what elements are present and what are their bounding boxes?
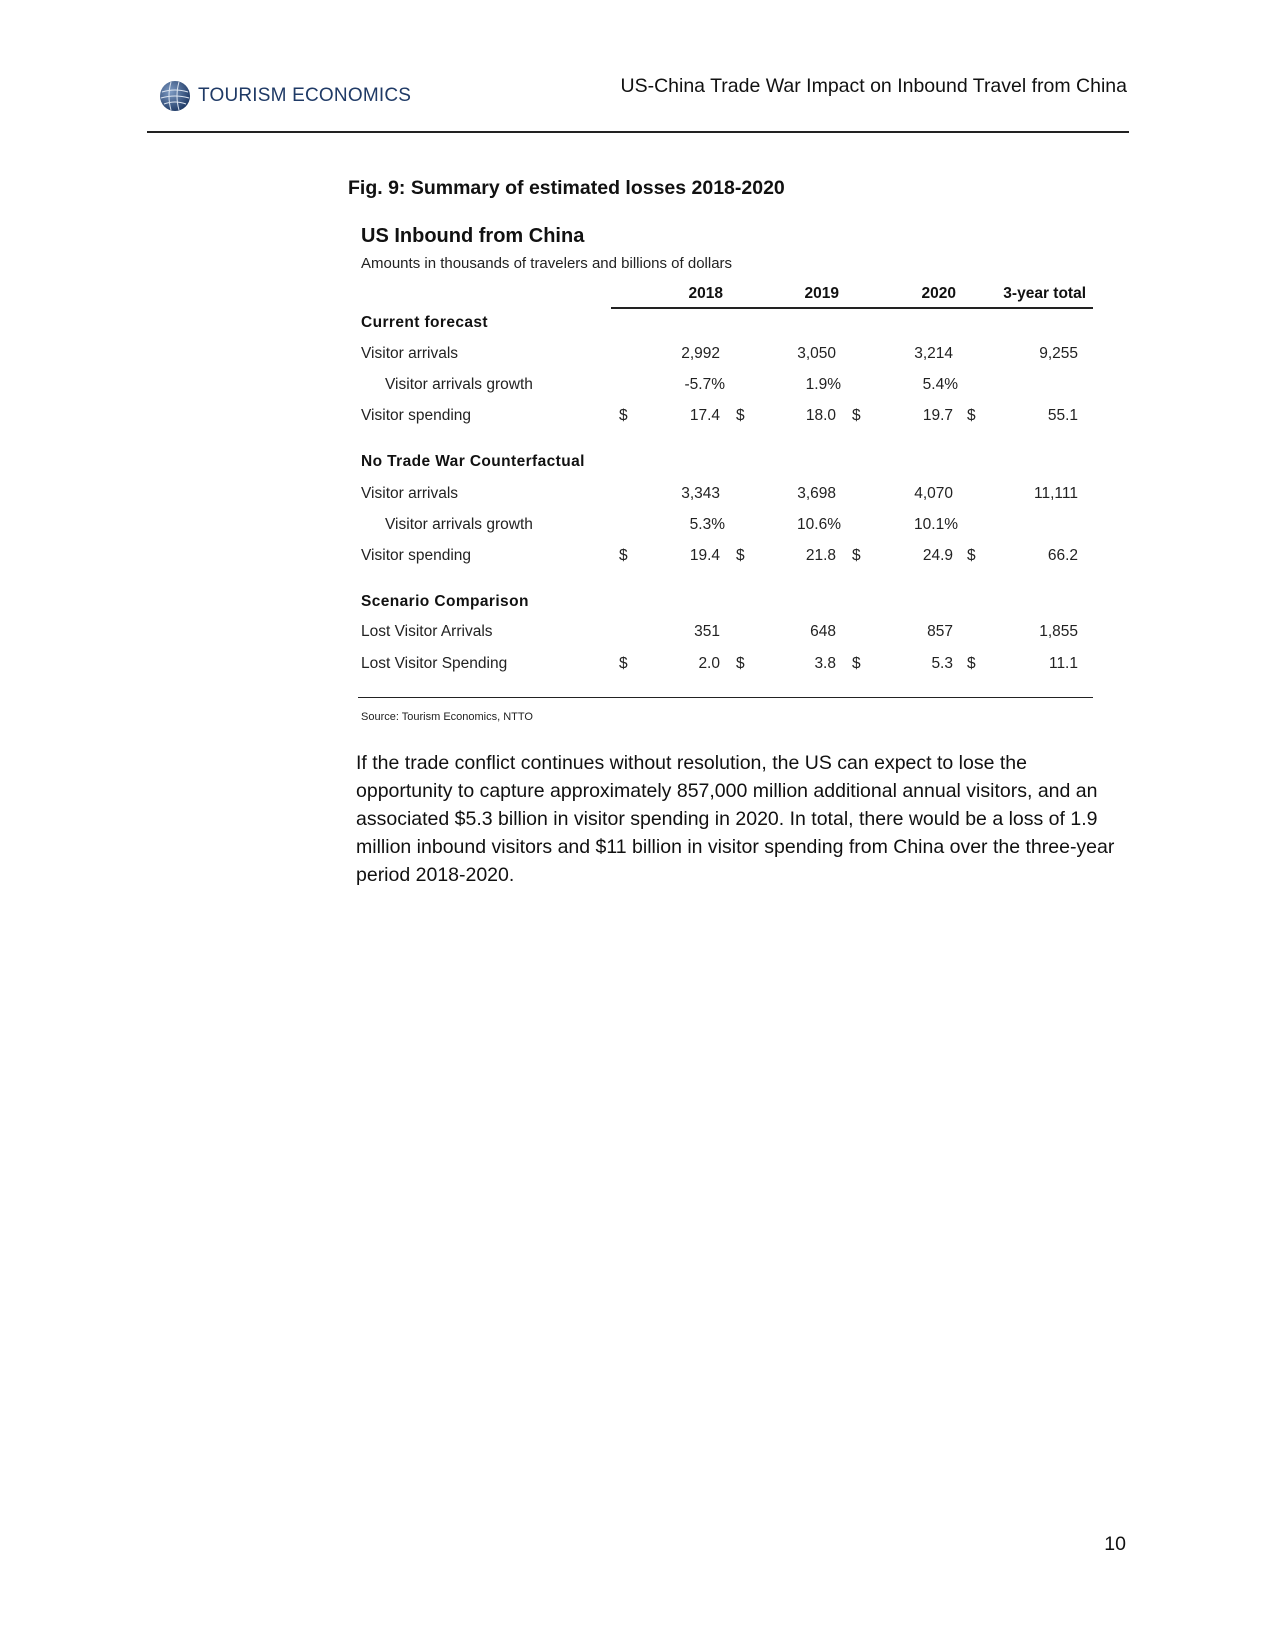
globe-icon <box>158 79 192 113</box>
table-cell: 5.3% <box>689 516 725 533</box>
dollar-sign: $ <box>736 407 745 424</box>
table-cell: 21.8 <box>805 547 836 564</box>
table-cell: 18.0 <box>805 407 836 424</box>
page-number: 10 <box>1104 1533 1126 1555</box>
dollar-sign: $ <box>852 655 861 672</box>
table-cell: 17.4 <box>689 407 720 424</box>
table-bottom-rule <box>358 697 1093 698</box>
dollar-sign: $ <box>852 407 861 424</box>
dollar-sign: $ <box>967 407 976 424</box>
table-cell: 19.4 <box>689 547 720 564</box>
table-cell: 857 <box>927 623 953 640</box>
table-cell: 19.7 <box>922 407 953 424</box>
tourism-economics-logo <box>158 79 411 113</box>
table-cell: 66.2 <box>1047 547 1078 564</box>
table-cell: 24.9 <box>922 547 953 564</box>
section-heading: Scenario Comparison <box>361 593 529 610</box>
table-subtitle: Amounts in thousands of travelers and billions of dollars <box>361 255 733 272</box>
running-header-title: US-China Trade War Impact on Inbound Travel from China <box>620 75 1127 97</box>
dollar-sign: $ <box>736 655 745 672</box>
section-heading: No Trade War Counterfactual <box>361 453 585 470</box>
column-header: 3-year total <box>1003 285 1086 302</box>
table-cell: 3,698 <box>797 485 836 502</box>
table-cell: 3,214 <box>914 345 953 362</box>
table-cell: 351 <box>694 623 720 640</box>
table-cell: 2.0 <box>698 655 720 672</box>
table-cell: 9,255 <box>1039 345 1078 362</box>
table-cell: 5.4% <box>922 376 958 393</box>
column-header: 2019 <box>804 285 839 302</box>
table-cell: 4,070 <box>914 485 953 502</box>
dollar-sign: $ <box>619 547 628 564</box>
table-cell: 10.1% <box>914 516 958 533</box>
dollar-sign: $ <box>619 407 628 424</box>
row-label: Visitor spending <box>361 407 472 424</box>
column-header: 2018 <box>688 285 723 302</box>
table-cell: 5.3 <box>931 655 953 672</box>
figure-title: Fig. 9: Summary of estimated losses 2018-2020 <box>348 177 785 199</box>
table-cell: -5.7% <box>684 376 725 393</box>
table-cell: 2,992 <box>681 345 720 362</box>
row-label: Visitor arrivals <box>361 485 459 502</box>
column-header: 2020 <box>921 285 956 302</box>
row-label: Visitor spending <box>361 547 472 564</box>
row-label: Visitor arrivals growth <box>385 516 533 533</box>
body-paragraph: If the trade conflict continues without resolution, the US can expect to lose the opportunity to capture approximately 857,000 million additional annual visitors, and an associated $5.3 billion in visitor spending in 2020. In total, there would be a loss of 1.9 million inbound visitors and $11 billion in visitor spending from China over the three-year period 2018-2020. <box>356 752 1115 886</box>
dollar-sign: $ <box>967 655 976 672</box>
table-cell: 1,855 <box>1039 623 1078 640</box>
row-label: Lost Visitor Arrivals <box>361 623 493 640</box>
table-source: Source: Tourism Economics, NTTO <box>361 711 533 723</box>
table-cell: 11,111 <box>1034 485 1078 502</box>
row-label: Visitor arrivals <box>361 345 459 362</box>
dollar-sign: $ <box>736 547 745 564</box>
table-cell: 55.1 <box>1047 407 1078 424</box>
table-cell: 3,050 <box>797 345 836 362</box>
header-divider <box>147 131 1129 133</box>
table-cell: 11.1 <box>1048 655 1078 672</box>
table-cell: 1.9% <box>805 376 841 393</box>
table-cell: 10.6% <box>797 516 841 533</box>
row-label: Visitor arrivals growth <box>385 376 533 393</box>
table-title: US Inbound from China <box>361 225 585 247</box>
header-underline <box>611 307 1093 309</box>
table-cell: 3.8 <box>814 655 836 672</box>
dollar-sign: $ <box>967 547 976 564</box>
row-label: Lost Visitor Spending <box>361 655 508 672</box>
dollar-sign: $ <box>619 655 628 672</box>
logo-text: TOURISM ECONOMICS <box>198 85 412 106</box>
table-cell: 648 <box>810 623 836 640</box>
dollar-sign: $ <box>852 547 861 564</box>
table-cell: 3,343 <box>681 485 720 502</box>
section-heading: Current forecast <box>361 314 488 331</box>
